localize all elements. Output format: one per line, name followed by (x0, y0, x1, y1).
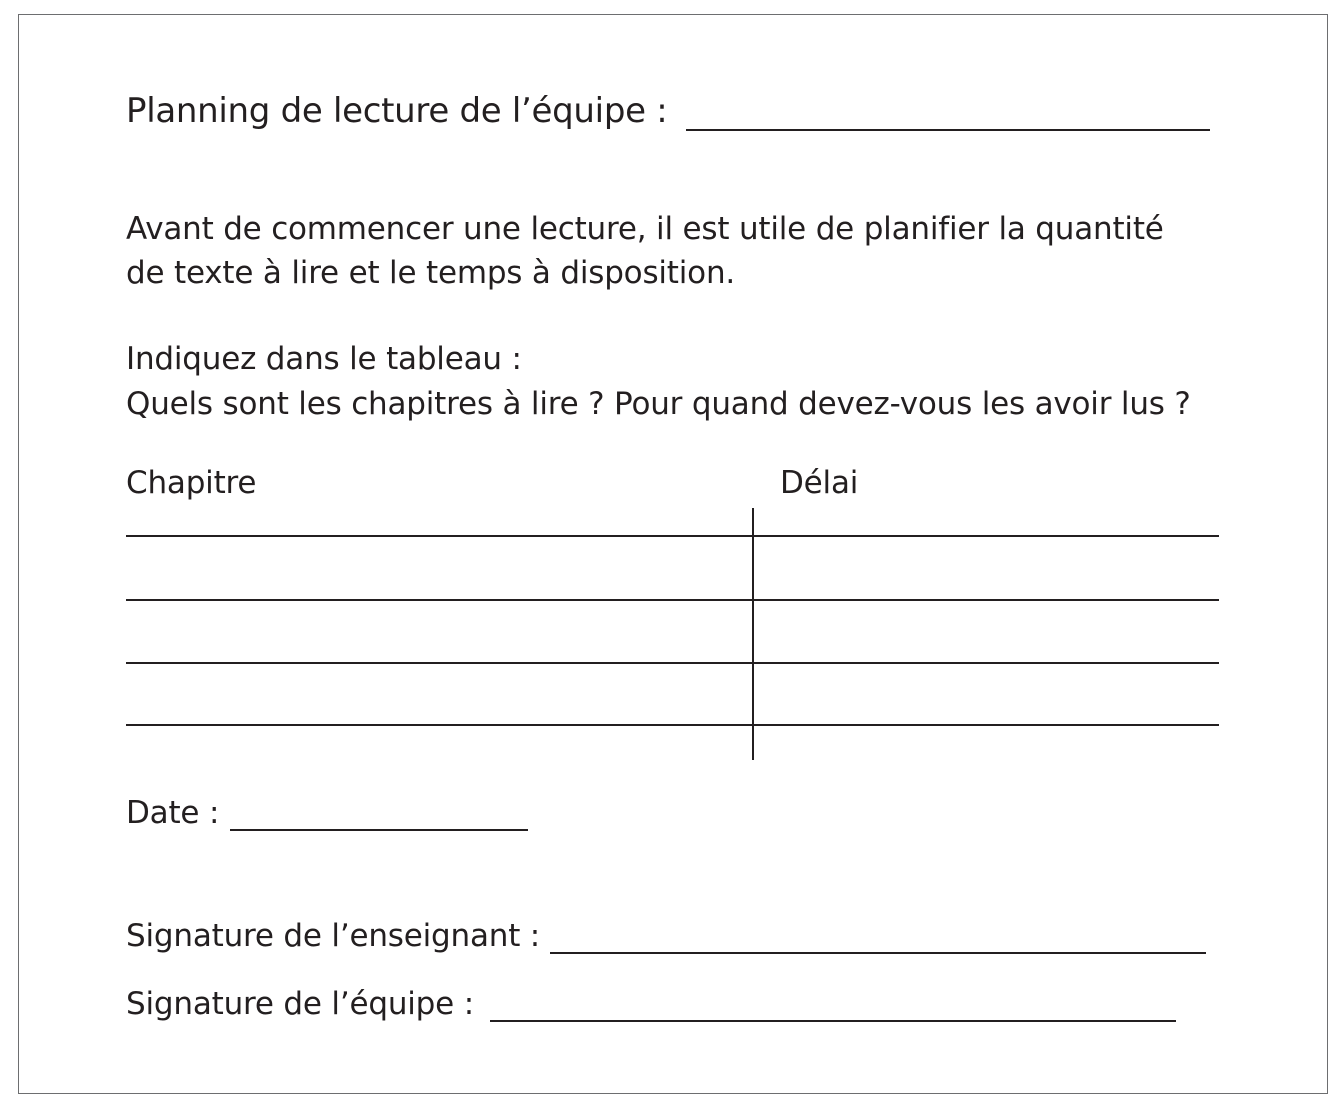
table-row-line[interactable] (126, 535, 1219, 537)
table-column-divider (752, 508, 754, 760)
intro-line-1: Avant de commencer une lecture, il est utile de planifier la quantité (126, 211, 1164, 247)
date-label: Date : (126, 795, 220, 831)
teacher-signature-field[interactable] (550, 952, 1206, 954)
intro-line-2: de texte à lire et le temps à disposition. (126, 255, 736, 291)
instruction-line-2: Quels sont les chapitres à lire ? Pour quand devez-vous les avoir lus ? (126, 386, 1191, 422)
table-row-line[interactable] (126, 724, 1219, 726)
team-name-field[interactable] (686, 129, 1210, 131)
team-signature-label: Signature de l’équipe : (126, 986, 474, 1022)
table-header-chapter: Chapitre (126, 465, 257, 501)
instruction-line-1: Indiquez dans le tableau : (126, 341, 522, 377)
teacher-signature-label: Signature de l’enseignant : (126, 918, 541, 954)
date-field[interactable] (230, 829, 528, 831)
table-row-line[interactable] (126, 662, 1219, 664)
form-title: Planning de lecture de l’équipe : (126, 91, 668, 131)
table-row-line[interactable] (126, 599, 1219, 601)
table-header-deadline: Délai (780, 465, 859, 501)
team-signature-field[interactable] (490, 1020, 1176, 1022)
